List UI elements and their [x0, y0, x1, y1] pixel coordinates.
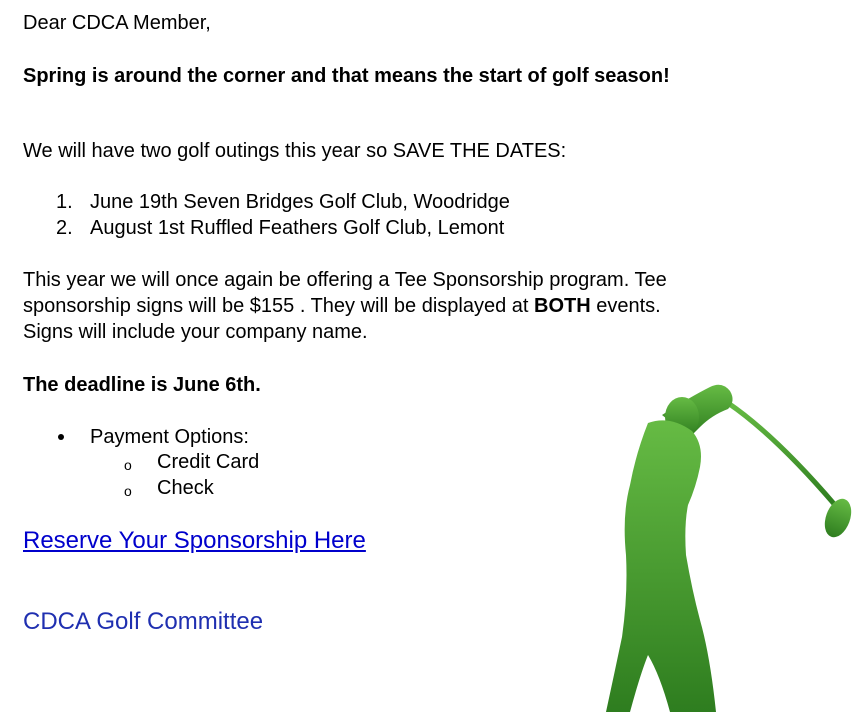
- sub-bullet-icon: o: [124, 483, 132, 499]
- golfer-silhouette-icon: [600, 375, 860, 712]
- intro-text: We will have two golf outings this year so SAVE THE DATES:: [23, 140, 567, 162]
- sponsor-text-line1: This year we will once again be offering a Tee Sponsorship program. Tee: [23, 269, 667, 291]
- payment-label: Payment Options:: [90, 426, 249, 448]
- reserve-sponsorship-link[interactable]: Reserve Your Sponsorship Here: [23, 527, 366, 554]
- bullet-icon: [58, 434, 64, 440]
- deadline: The deadline is June 6th.: [23, 374, 261, 396]
- payment-option: Credit Card: [157, 451, 260, 473]
- signature: CDCA Golf Committee: [23, 608, 264, 635]
- outing-item: June 19th Seven Bridges Golf Club, Woodridge: [90, 191, 510, 213]
- outing-item: August 1st Ruffled Feathers Golf Club, Lemont: [90, 217, 505, 239]
- greeting: Dear CDCA Member,: [23, 12, 211, 34]
- sponsor-text-post: events.: [590, 295, 661, 317]
- sponsor-text-line2: [23, 293, 661, 319]
- outing-number: 1.: [56, 191, 73, 213]
- sub-bullet-icon: o: [124, 457, 132, 473]
- outing-number: 2.: [56, 217, 73, 239]
- payment-option: Check: [157, 477, 214, 499]
- sponsor-text-both: BOTH: [534, 295, 591, 317]
- sponsor-text-pre: sponsorship signs will be $155 . They will be displayed at: [23, 295, 535, 317]
- sponsor-text-line3: Signs will include your company name.: [23, 321, 368, 343]
- headline: Spring is around the corner and that means the start of golf season!: [23, 65, 670, 87]
